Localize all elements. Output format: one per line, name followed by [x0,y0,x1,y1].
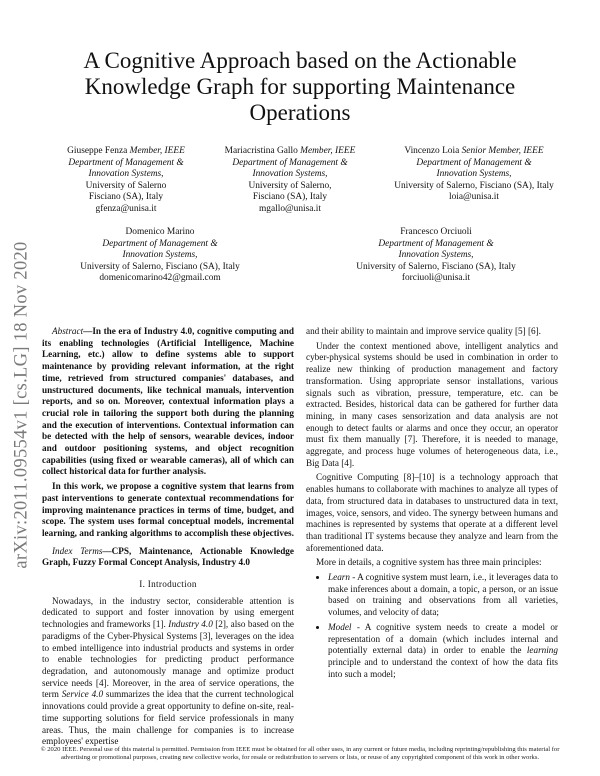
author-email[interactable]: mgallo@unisa.it [258,203,321,214]
author-name: Francesco Orciuoli [400,227,472,237]
author-dept: Department of Management & [378,238,494,249]
author-block [46,146,206,216]
author-block [60,227,260,285]
author-dept: Department of Management & [416,157,532,168]
copyright-footer: © 2020 IEEE. Personal use of this material is permitted. Permission from IEEE must be obtained for all other uses, in any current or future media, including reprinting/republishing this material for advertising or promotional purposes, creating new collective works, for resale or redistribution to servers or lists, or reuse of any copyrighted component of this work in other works. [40,746,560,761]
author-affiliation: Fisciano (SA), Italy [252,192,328,203]
author-email[interactable]: gfenza@unisa.it [95,203,157,214]
author-dept: Innovation Systems, [122,250,198,261]
author-name: Giuseppe Fenza Member, IEEE [67,146,185,156]
author-dept: Innovation Systems, [252,169,328,180]
author-dept: Innovation Systems, [88,169,164,180]
author-dept: Department of Management & [102,238,218,249]
abstract: Abstract—In the era of Industry 4.0, cognitive computing and its enabling technologies (Artificial Intelligence, Machine Learning, etc.) allow to define systems able to support maintenance by providing relevant information, at the right time, retrieved from structured companies' databases, and unstructured documents, like technical manuals, intervention reports, and so on. Moreover, contextual information plays a crucial role in tailoring the support both during the planning and the execution of interventions. Contextual information can be detected with the help of sensors, wearable devices, indoor and outdoor positioning systems, and object recognition capabilities (using fixed or wearable cameras), all of which can collect historical data for further analysis. [42,326,294,477]
index-terms-label: Index Terms [52,545,103,556]
author-email[interactable]: domenicomarino42@gmail.com [99,273,221,284]
right-column [306,326,558,683]
index-terms: Index Terms—CPS, Maintenance, Actionable Knowledge Graph, Fuzzy Formal Concept Analysis, Industry 4.0 [42,545,294,568]
author-block [336,227,536,285]
abstract-paragraph-2: In this work, we propose a cognitive system that learns from past interventions to generate contextual recommendations for improving maintenance practices in terms of time, budget, and scope. The system uses formal conceptual models, incremental learning, and ranking algorithms to accomplish these objectives. [42,481,294,538]
author-email[interactable]: loia@unisa.it [448,192,500,203]
author-affiliation: University of Salerno, Fisciano (SA), Italy [356,261,516,272]
author-name: Domenico Marino [125,227,195,237]
arxiv-stamp [8,190,36,620]
author-dept: Innovation Systems, [398,250,474,261]
author-dept: Innovation Systems, [436,169,512,180]
author-affiliation: University of Salerno, Fisciano (SA), Italy [394,180,554,191]
author-name: Mariacristina Gallo Member, IEEE [224,146,356,156]
left-column [42,326,294,751]
author-affiliation: University of Salerno, [248,180,332,191]
principles-list [306,572,558,680]
author-affiliation: Fisciano (SA), Italy [88,192,164,203]
author-dept: Department of Management & [232,157,348,168]
list-item: • Model - A cognitive system needs to create a model or representation of a domain (which includes internal and potentially external data) in order to enable the learning principle and to understand the context of how the data fits into such a model; [328,622,558,681]
author-block [376,146,572,204]
author-name: Vincenzo Loia Senior Member, IEEE [404,146,544,156]
author-email[interactable]: forciuoli@unisa.it [401,273,471,284]
paragraph: Cognitive Computing [8]–[10] is a technology approach that enables humans to collaborate with machines to analyze all types of data, from structured data in databases to unstructured data in text, images, voice, sensors, and video. The synergy between humans and machines is represented by systems that operate at a different level than traditional IT systems because they analyze and learn from the aforementioned data. [306,472,559,553]
author-block [200,146,380,216]
intro-paragraph: Nowadays, in the industry sector, considerable attention is dedicated to support and foster innovation by using emergent technologies and frameworks [1]. Industry 4.0 [2], also based on the paradigms of the Cyber-Physical Systems [3], leverages on the idea to embed intelligence into industrial products and systems in order to enable technologies for predicting product performance degradation, and autonomously manage and optimize product service needs [4]. Moreover, in the area of service operations, the term Service 4.0 summarizes the idea that the current technological innovations could provide a great opportunity to define on-site, real-time supporting solutions for field service professionals in many areas. Thus, the main challenge for companies is to increase employees' expertise [42,595,295,747]
section-heading: I. Introduction [139,579,197,590]
list-item: • Learn - A cognitive system must learn, i.e., it leverages data to make inferences about a domain, a topic, a person, or an issue based on training and observations from all varieties, volumes, and velocity of data; [328,572,558,619]
author-affiliation: University of Salerno [85,180,167,191]
abstract-label: Abstract [52,326,84,336]
author-dept: Department of Management & [68,157,184,168]
paragraph: Under the context mentioned above, intelligent analytics and cyber-physical systems should be used in combination in order to realize new thinking of production management and factory transformation. Using appropriate sensor installations, various signals such as vibration, pressure, temperature, etc. can be extracted. Besides, historical data can be gathered for further data mining, in many cases sensorization and data analysis are not enough to detect faults or alarms and once they occur, an operator must fix them manually [7]. Therefore, it is needed to manage, aggregate, and process huge volumes of heterogeneous data, i.e., Big Data [4]. [306,340,558,468]
arxiv-stamp-text: arXiv:2011.09554v1 [cs.LG] 18 Nov 2020 [11,241,32,569]
author-affiliation: University of Salerno, Fisciano (SA), Italy [80,261,240,272]
paragraph: More in details, a cognitive system has three main principles: [316,557,542,568]
paper-title: A Cognitive Approach based on the Actionable Knowledge Graph for supporting Maintenance Operations [83,48,517,125]
paragraph: and their ability to maintain and improve service quality [5] [6]. [306,326,541,336]
